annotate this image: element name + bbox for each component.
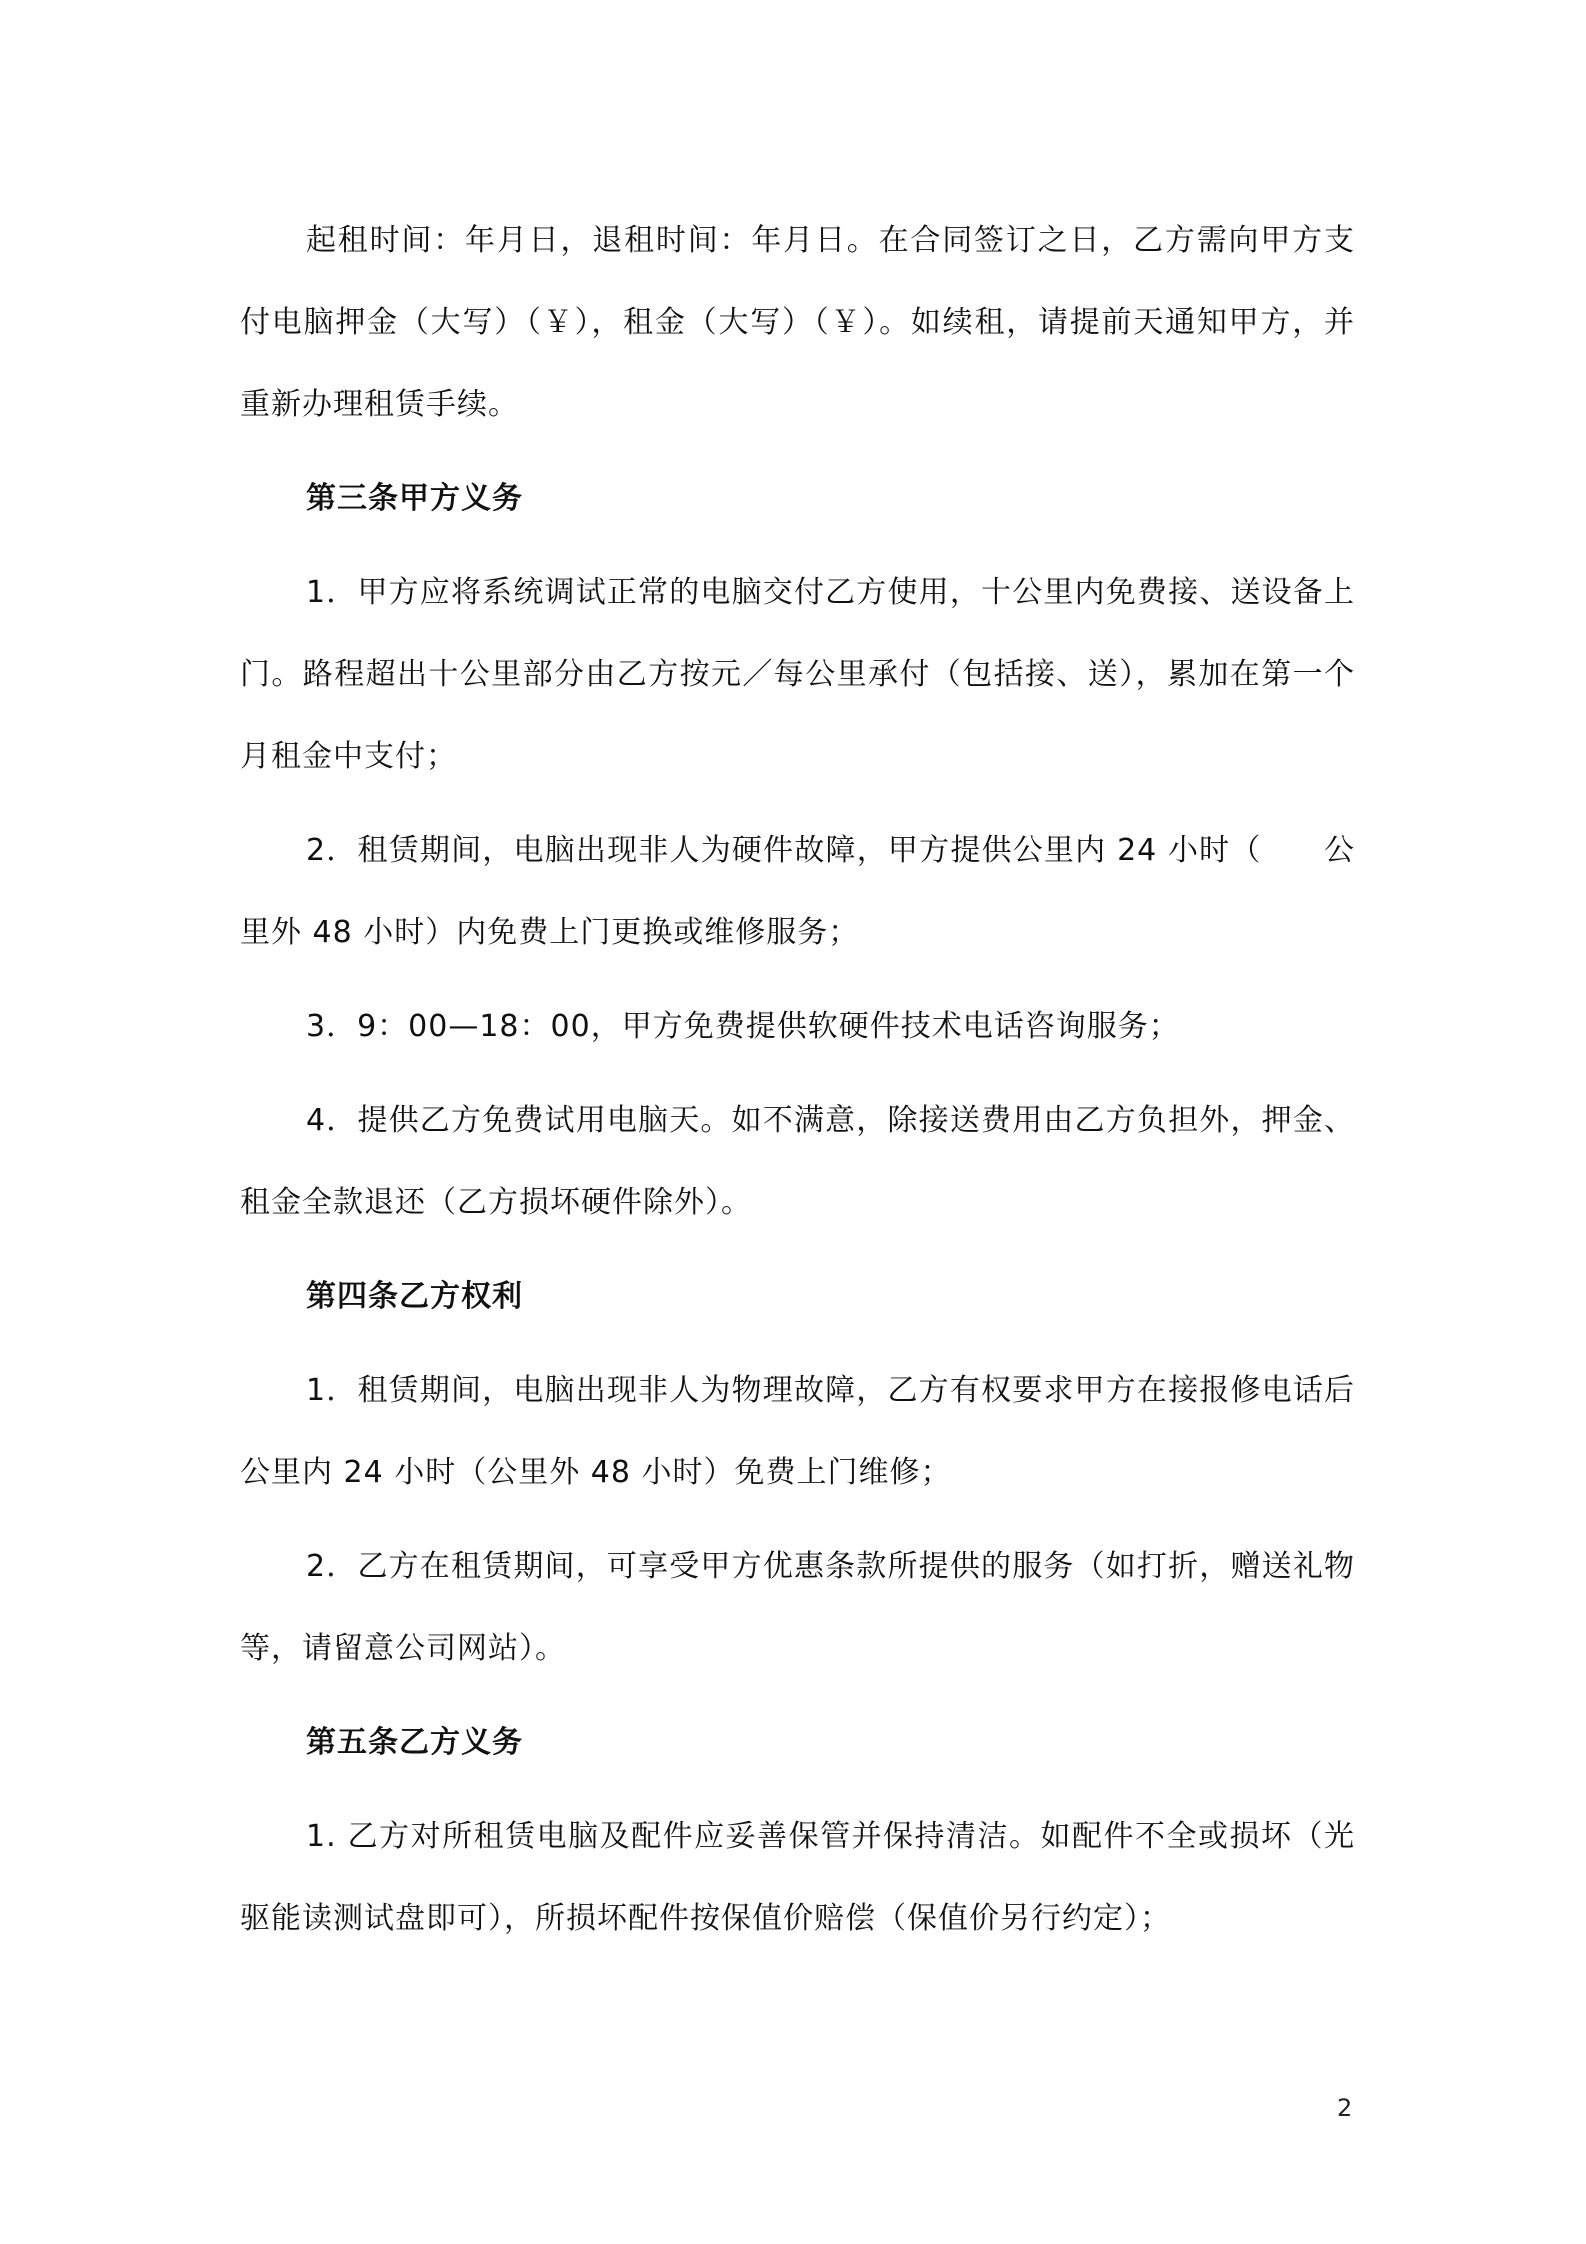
paragraph-article-3-item-1: 1．甲方应将系统调试正常的电脑交付乙方使用，十公里内免费接、送设备上门。路程超出十公里部分由乙方按元／每公里承付（包括接、送），累加在第一个月租金中支付； xyxy=(240,575,1355,774)
paragraph-article-5-item-1: 1. 乙方对所租赁电脑及配件应妥善保管并保持清洁。如配件不全或损坏（光驱能读测试盘即可），所损坏配件按保值价赔偿（保值价另行约定）； xyxy=(240,1819,1355,1936)
heading-article-4: 第四条乙方权利 xyxy=(306,1279,523,1314)
paragraph-article-4-item-1: 1．租赁期间，电脑出现非人为物理故障，乙方有权要求甲方在接报修电话后公里内 24 小时（公里外 48 小时）免费上门维修； xyxy=(240,1373,1355,1490)
paragraph-rental-period: 起租时间：年月日，退租时间：年月日。在合同签订之日，乙方需向甲方支付电脑押金（大写）（￥），租金（大写）（￥）。如续租，请提前天通知甲方，并重新办理租赁手续。 xyxy=(240,223,1355,422)
paragraph-article-4-item-2: 2．乙方在租赁期间，可享受甲方优惠条款所提供的服务（如打折，赠送礼物等，请留意公司网站）。 xyxy=(240,1549,1355,1666)
heading-article-3: 第三条甲方义务 xyxy=(306,481,523,516)
paragraph-article-3-item-3: 3．9：00—18：00，甲方免费提供软硬件技术电话咨询服务； xyxy=(306,1009,1180,1044)
paragraph-article-3-item-4: 4．提供乙方免费试用电脑天。如不满意，除接送费用由乙方负担外，押金、租金全款退还（乙方损坏硬件除外）。 xyxy=(240,1103,1355,1220)
document-body xyxy=(240,200,1355,1972)
page-number: 2 xyxy=(1337,2094,1353,2122)
paragraph-article-3-item-2: 2．租赁期间，电脑出现非人为硬件故障，甲方提供公里内 24 小时（ 公里外 48 小时）内免费上门更换或维修服务； xyxy=(240,833,1355,950)
heading-article-5: 第五条乙方义务 xyxy=(306,1725,523,1760)
